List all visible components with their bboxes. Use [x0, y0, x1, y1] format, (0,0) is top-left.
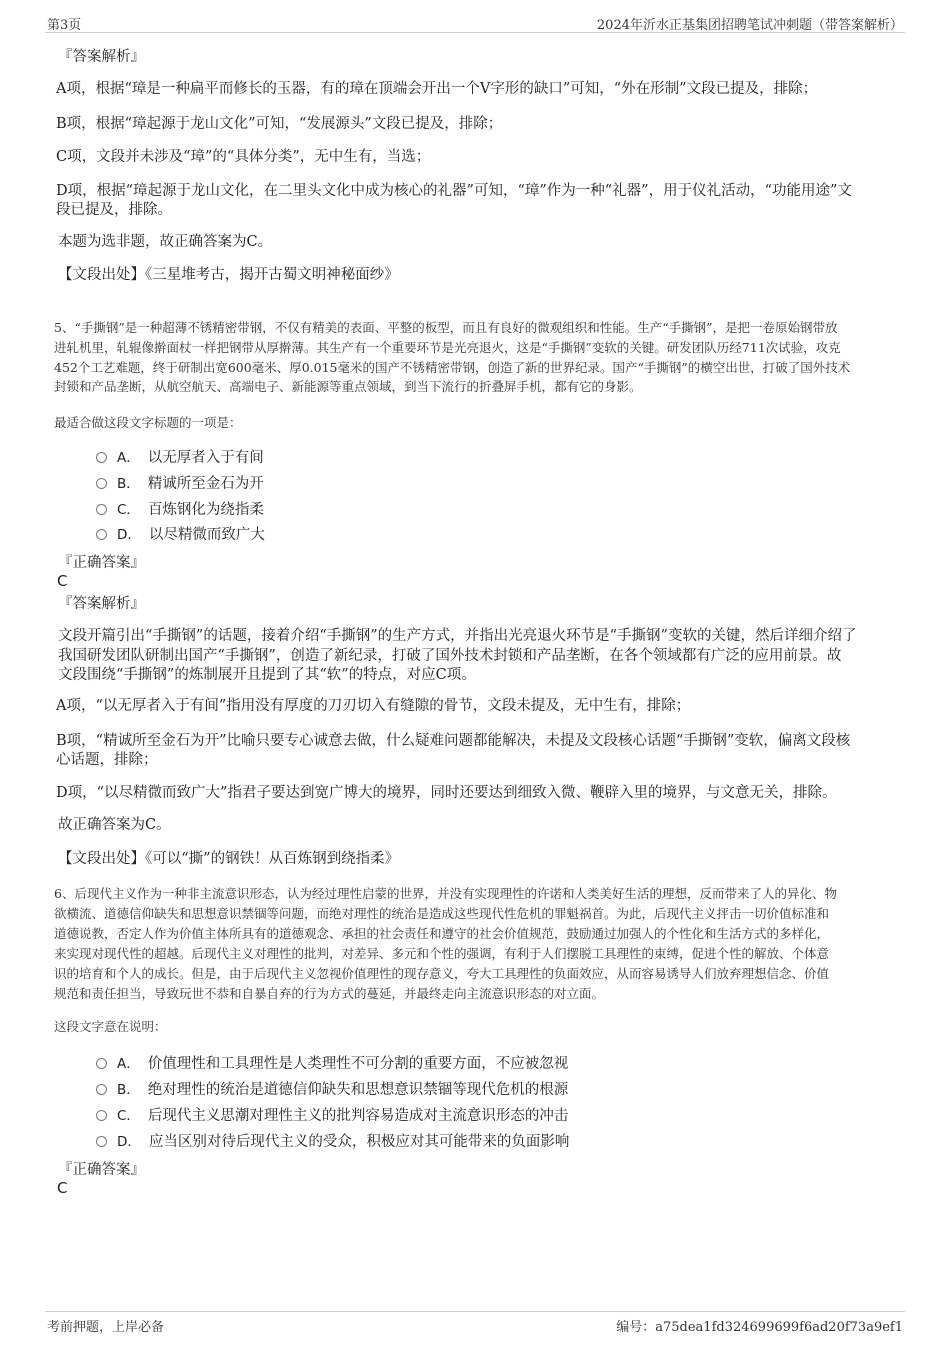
q6-question: 这段文字意在说明：: [54, 1019, 167, 1034]
q4-analysis-label: 『答案解析』: [58, 49, 145, 65]
radio-icon[interactable]: [96, 1136, 107, 1147]
q5-analysis-label: 『答案解析』: [58, 596, 145, 612]
radio-icon[interactable]: [96, 529, 107, 540]
radio-icon[interactable]: [96, 1058, 107, 1069]
q5-analysis-line-2: 我国研发团队研制出国产“手撕钢”，创造了新纪录，打破了国外技术封锁和产品垄断，在各个领域都有广泛的应用前景。故: [58, 648, 842, 664]
q5-analysis-a: A项，“以无厚者入于有间”指用没有厚度的刀刃切入有缝隙的骨节，文段未提及，无中生有，排除；: [56, 698, 691, 714]
q4-analysis-a: A项，根据“璋是一种扁平而修长的玉器，有的璋在顶端会开出一个V字形的缺口”可知，“外在形制”文段已提及，排除；: [56, 81, 818, 97]
q5-answer-label: 『正确答案』: [58, 555, 145, 571]
q5-analysis-d: D项，“以尽精微而致广大”指君子要达到宽广博大的境界，同时还要达到细致入微、鞭辟入里的境界，与文意无关，排除。: [56, 785, 837, 801]
q4-analysis-d-line1: D项，根据“璋起源于龙山文化，在二里头文化中成为核心的礼器”可知，“璋”作为一种“礼器”，用于仪礼活动，“功能用途”文: [56, 183, 852, 199]
q5-analysis-line-1: 文段开篇引出“手撕钢”的话题，接着介绍“手撕钢”的生产方式，并指出光亮退火环节是“手撕钢”变软的关键，然后详细介绍了: [58, 628, 857, 644]
q6-answer-label: 『正确答案』: [58, 1162, 145, 1178]
q5-stem-line-3: 452个工艺难题，终于研制出宽600毫米、厚0.015毫米的国产不锈精密带钢，创造了新的世界纪录。国产“手撕钢”的横空出世，打破了国外技术: [54, 360, 851, 375]
q5-answer: C: [57, 572, 68, 590]
q4-analysis-c: C项，文段并未涉及“璋”的“具体分类”，无中生有，当选；: [56, 149, 431, 165]
radio-icon[interactable]: [96, 1110, 107, 1121]
q5-stem-line-4: 封锁和产品垄断，从航空航天、高端电子、新能源等重点领域，到当下流行的折叠屏手机，都有它的身影。: [54, 379, 642, 394]
page-header: [45, 11, 905, 33]
q5-option-b[interactable]: B． 精诚所至金石为开: [96, 474, 264, 494]
q5-stem-line-1: 5、“手撕钢”是一种超薄不锈精密带钢，不仅有精美的表面、平整的板型，而且有良好的微观组织和性能。生产“手撕钢”，是把一卷原始钢带放: [54, 320, 838, 335]
q5-option-d[interactable]: D． 以尽精微而致广大: [96, 525, 265, 545]
q5-analysis-line-3: 文段围绕“手撕钢”的炼制展开且提到了其“软”的特点，对应C项。: [58, 667, 476, 683]
q5-stem-line-2: 进轧机里，轧辊像擀面杖一样把钢带从厚擀薄。其生产有一个重要环节是光亮退火，这是“手撕钢”变软的关键。研发团队历经711次试验，攻克: [54, 340, 841, 355]
radio-icon[interactable]: [96, 504, 107, 515]
q5-question: 最适合做这段文字标题的一项是：: [54, 415, 242, 430]
q6-stem-line-5: 识的培育和个人的成长。但是，由于后现代主义忽视价值理性的现存意义，夸大工具理性的负面效应，从而容易诱导人们放弃理想信念、价值: [54, 966, 830, 981]
document-title: 2024年沂水正基集团招聘笔试冲刺题（带答案解析）: [596, 18, 903, 33]
q5-analysis-b-line1: B项，“精诚所至金石为开”比喻只要专心诚意去做，什么疑难问题都能解决，未提及文段核心话题“手撕钢”变软，偏离文段核: [56, 733, 851, 749]
q6-stem-line-4: 来实现对现代性的超越。后现代主义对理性的批判，对差异、多元和个性的强调，有利于人们摆脱工具理性的束缚，促进个性的解放、个体意: [54, 946, 830, 961]
q4-conclusion: 本题为选非题，故正确答案为C。: [58, 234, 273, 250]
q5-conclusion: 故正确答案为C。: [58, 817, 171, 833]
radio-icon[interactable]: [96, 452, 107, 463]
q5-option-a[interactable]: A． 以无厚者入于有间: [96, 448, 264, 468]
radio-icon[interactable]: [96, 478, 107, 489]
document-id: 编号：a75dea1fd324699699f6ad20f73a9ef1: [616, 1320, 903, 1335]
q6-option-b[interactable]: B． 绝对理性的统治是道德信仰缺失和思想意识禁锢等现代危机的根源: [96, 1080, 568, 1100]
q6-stem-line-1: 6、后现代主义作为一种非主流意识形态，认为经过理性启蒙的世界，并没有实现理性的许诺和人类美好生活的理想，反而带来了人的异化、物: [54, 886, 837, 901]
footer-slogan: 考前押题，上岸必备: [47, 1320, 165, 1335]
page-footer: [45, 1311, 905, 1336]
q6-option-a[interactable]: A． 价值理性和工具理性是人类理性不可分割的重要方面，不应被忽视: [96, 1054, 568, 1074]
q6-answer: C: [57, 1179, 68, 1197]
q6-stem-line-3: 道德说教，否定人作为价值主体所具有的道德观念、承担的社会责任和遵守的社会价值规范，鼓励通过加强人的个性化和生活方式的多样化，: [54, 926, 830, 941]
q5-option-c[interactable]: C． 百炼钢化为绕指柔: [96, 500, 264, 520]
q4-source: 【文段出处】《三星堆考古，揭开古蜀文明神秘面纱》: [58, 267, 399, 283]
page-number: 第3页: [47, 18, 82, 33]
radio-icon[interactable]: [96, 1084, 107, 1095]
q6-option-d[interactable]: D． 应当区别对待后现代主义的受众，积极应对其可能带来的负面影响: [96, 1132, 569, 1152]
q5-source: 【文段出处】《可以“撕”的钢铁！从百炼钢到绕指柔》: [58, 851, 400, 867]
q6-stem-line-6: 规范和责任担当，导致玩世不恭和自暴自弃的行为方式的蔓延，并最终走向主流意识形态的对立面。: [54, 986, 605, 1001]
q6-option-c[interactable]: C． 后现代主义思潮对理性主义的批判容易造成对主流意识形态的冲击: [96, 1106, 568, 1126]
q6-stem-line-2: 欲横流、道德信仰缺失和思想意识禁锢等问题，而绝对理性的统治是造成这些现代性危机的罪魁祸首。为此，后现代主义抨击一切价值标准和: [54, 906, 830, 921]
q5-analysis-b-line2: 心话题，排除；: [56, 752, 158, 768]
q4-analysis-b: B项，根据“璋起源于龙山文化”可知，“发展源头”文段已提及，排除；: [56, 116, 503, 132]
q4-analysis-d-line2: 段已提及，排除。: [56, 202, 172, 218]
